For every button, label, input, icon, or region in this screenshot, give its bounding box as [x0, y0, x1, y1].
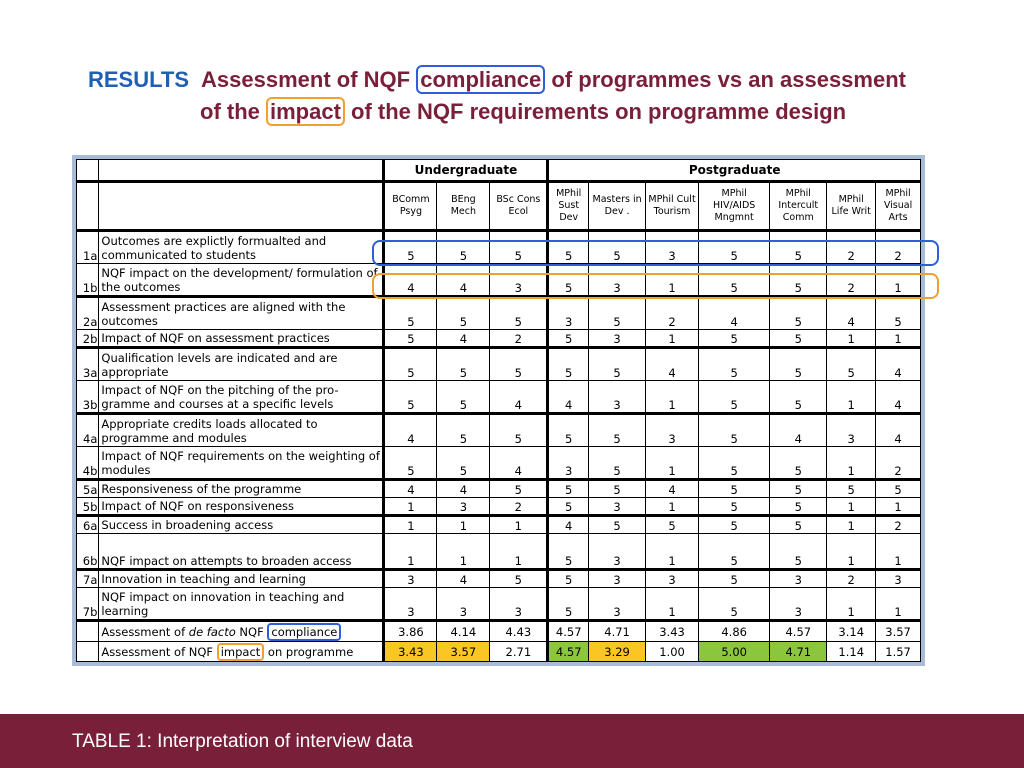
column-header-line: MPhil — [785, 188, 811, 199]
score-cell: 3 — [646, 231, 699, 264]
score-cell: 5 — [437, 381, 490, 414]
table-row — [77, 264, 921, 297]
score-cell: 1 — [876, 534, 921, 570]
column-header-line: BSc Cons — [496, 194, 541, 205]
score-cell: 4 — [490, 381, 548, 414]
results-table-container — [72, 155, 925, 666]
row-description: Qualification levels are indicated and are appropriate — [99, 348, 384, 381]
score-cell: 5 — [876, 297, 921, 330]
results-table-body — [77, 231, 921, 662]
score-cell: 5 — [699, 516, 770, 534]
score-cell: 5 — [490, 570, 548, 588]
score-cell: 4 — [384, 264, 437, 297]
score-cell: 3 — [770, 570, 827, 588]
score-cell: 5 — [770, 297, 827, 330]
column-header-line: MPhil — [556, 188, 582, 199]
score-cell: 3 — [589, 588, 646, 621]
score-cell: 3 — [646, 414, 699, 447]
row-description: Assessment practices are aligned with the outcomes — [99, 297, 384, 330]
score-cell: 2 — [490, 498, 548, 516]
score-cell: 4 — [548, 381, 589, 414]
score-cell: 1 — [384, 534, 437, 570]
column-header-5 — [646, 182, 699, 231]
score-cell: 5 — [490, 231, 548, 264]
score-cell: 4 — [699, 297, 770, 330]
score-cell: 3 — [384, 588, 437, 621]
score-cell: 5 — [437, 297, 490, 330]
row-id: 6a — [77, 516, 99, 534]
score-cell: 5 — [770, 480, 827, 498]
column-header-6 — [699, 182, 770, 231]
score-cell: 4 — [876, 381, 921, 414]
row-id: 2b — [77, 330, 99, 348]
score-cell: 5 — [770, 330, 827, 348]
column-header-1 — [437, 182, 490, 231]
column-header-line: BComm — [392, 194, 430, 205]
score-cell: 3 — [384, 570, 437, 588]
column-header-line: Tourism — [653, 206, 691, 217]
column-header-3 — [548, 182, 589, 231]
score-cell: 5 — [548, 264, 589, 297]
row-id: 5b — [77, 498, 99, 516]
score-cell: 3 — [589, 498, 646, 516]
column-header-line: Dev — [559, 212, 579, 223]
column-header-line: Comm — [782, 212, 814, 223]
score-cell: 4 — [876, 414, 921, 447]
table-caption: TABLE 1: Interpretation of interview data — [72, 731, 413, 752]
score-cell: 1 — [437, 534, 490, 570]
row-id-blank — [77, 642, 99, 662]
column-header-line: Mngmnt — [714, 212, 754, 223]
summary-score-cell: 3.14 — [827, 621, 876, 642]
row-id: 6b — [77, 534, 99, 570]
row-id-blank — [77, 621, 99, 642]
table-row — [77, 516, 921, 534]
summary-score-cell: 4.86 — [699, 621, 770, 642]
column-header-0 — [384, 182, 437, 231]
score-cell: 5 — [589, 297, 646, 330]
score-cell: 5 — [699, 447, 770, 480]
row-description: Outcomes are explictly formualted and communicated to students — [99, 231, 384, 264]
score-cell: 5 — [589, 480, 646, 498]
score-cell: 1 — [646, 381, 699, 414]
results-table — [76, 159, 921, 662]
title-line2-b: of the NQF requirements on programme design — [344, 99, 847, 124]
score-cell: 3 — [876, 570, 921, 588]
compliance-highlight: compliance — [267, 623, 341, 641]
column-header-line: Masters in — [592, 194, 642, 205]
score-cell: 5 — [876, 480, 921, 498]
score-cell: 5 — [548, 498, 589, 516]
title-line2-a: of the — [200, 99, 266, 124]
summary-score-cell: 5.00 — [699, 642, 770, 662]
score-cell: 3 — [548, 297, 589, 330]
score-cell: 3 — [589, 534, 646, 570]
compliance-summary-row-label — [99, 621, 384, 642]
score-cell: 2 — [827, 570, 876, 588]
column-header-2 — [490, 182, 548, 231]
score-cell: 5 — [548, 570, 589, 588]
row-id: 1a — [77, 231, 99, 264]
score-cell: 1 — [876, 498, 921, 516]
summary-score-cell: 1.57 — [876, 642, 921, 662]
score-cell: 5 — [770, 447, 827, 480]
score-cell: 1 — [827, 330, 876, 348]
score-cell: 5 — [770, 516, 827, 534]
header-id-blank — [77, 182, 99, 231]
score-cell: 5 — [699, 570, 770, 588]
score-cell: 3 — [490, 588, 548, 621]
score-cell: 2 — [490, 330, 548, 348]
title-line2 — [88, 96, 988, 128]
column-header-7 — [770, 182, 827, 231]
summary-score-cell: 4.43 — [490, 621, 548, 642]
row-description: NQF impact on attempts to broaden access — [99, 534, 384, 570]
column-header-row — [77, 182, 921, 231]
summary-score-cell: 4.57 — [548, 642, 589, 662]
score-cell: 5 — [589, 414, 646, 447]
row-id: 7b — [77, 588, 99, 621]
score-cell: 2 — [876, 231, 921, 264]
column-header-line: BEng — [451, 194, 476, 205]
score-cell: 2 — [827, 231, 876, 264]
row-id: 2a — [77, 297, 99, 330]
score-cell: 1 — [646, 588, 699, 621]
row-description: Appropriate credits loads allocated to programme and modules — [99, 414, 384, 447]
score-cell: 4 — [646, 480, 699, 498]
undergraduate-header: Undergraduate — [384, 160, 548, 182]
score-cell: 5 — [384, 330, 437, 348]
column-header-line: MPhil — [721, 188, 747, 199]
summary-score-cell: 3.29 — [589, 642, 646, 662]
score-cell: 4 — [770, 414, 827, 447]
score-cell: 5 — [490, 297, 548, 330]
column-header-line: Intercult — [778, 200, 819, 211]
score-cell: 5 — [490, 348, 548, 381]
score-cell: 5 — [384, 297, 437, 330]
score-cell: 1 — [876, 330, 921, 348]
score-cell: 5 — [770, 264, 827, 297]
score-cell: 1 — [490, 534, 548, 570]
results-label: RESULTS — [88, 67, 190, 92]
table-row — [77, 414, 921, 447]
score-cell: 5 — [699, 330, 770, 348]
row-id: 4a — [77, 414, 99, 447]
row-description: Impact of NQF on the pitching of the pro-gramme and courses at a specific levels — [99, 381, 384, 414]
table-row — [77, 231, 921, 264]
summary-score-cell: 3.57 — [876, 621, 921, 642]
score-cell: 4 — [437, 264, 490, 297]
impact-summary-row-label — [99, 642, 384, 662]
column-header-line: Visual — [883, 200, 913, 211]
row-description: NQF impact on innovation in teaching and learning — [99, 588, 384, 621]
score-cell: 5 — [437, 348, 490, 381]
score-cell: 5 — [384, 381, 437, 414]
summary-score-cell: 3.86 — [384, 621, 437, 642]
summary-score-cell: 4.71 — [589, 621, 646, 642]
label-part: Assessment of NQF — [101, 644, 217, 659]
table-row — [77, 381, 921, 414]
table-row — [77, 588, 921, 621]
score-cell: 5 — [699, 264, 770, 297]
score-cell: 5 — [589, 231, 646, 264]
row-id: 3a — [77, 348, 99, 381]
score-cell: 5 — [699, 480, 770, 498]
score-cell: 3 — [827, 414, 876, 447]
impact-summary-row — [77, 642, 921, 662]
score-cell: 3 — [770, 588, 827, 621]
score-cell: 2 — [876, 516, 921, 534]
label-part: on programme — [264, 644, 354, 659]
score-cell: 5 — [548, 231, 589, 264]
label-part: NQF — [235, 624, 268, 639]
score-cell: 1 — [646, 498, 699, 516]
score-cell: 5 — [699, 414, 770, 447]
score-cell: 3 — [589, 330, 646, 348]
score-cell: 5 — [548, 534, 589, 570]
column-header-8 — [827, 182, 876, 231]
score-cell: 5 — [437, 447, 490, 480]
score-cell: 5 — [548, 588, 589, 621]
score-cell: 1 — [437, 516, 490, 534]
score-cell: 5 — [699, 381, 770, 414]
score-cell: 2 — [876, 447, 921, 480]
summary-score-cell: 1.00 — [646, 642, 699, 662]
header-blank-desc — [99, 160, 384, 182]
title-compliance-highlight: compliance — [416, 65, 545, 94]
score-cell: 5 — [646, 516, 699, 534]
score-cell: 5 — [770, 231, 827, 264]
score-cell: 5 — [827, 480, 876, 498]
score-cell: 5 — [770, 534, 827, 570]
score-cell: 4 — [827, 297, 876, 330]
score-cell: 1 — [646, 330, 699, 348]
score-cell: 5 — [699, 498, 770, 516]
table-row — [77, 480, 921, 498]
score-cell: 5 — [699, 588, 770, 621]
row-description: Responsiveness of the programme — [99, 480, 384, 498]
score-cell: 5 — [699, 534, 770, 570]
score-cell: 1 — [876, 588, 921, 621]
row-id: 1b — [77, 264, 99, 297]
summary-score-cell: 3.43 — [646, 621, 699, 642]
column-header-line: Sust — [558, 200, 580, 211]
score-cell: 5 — [548, 480, 589, 498]
table-row — [77, 348, 921, 381]
score-cell: 5 — [548, 330, 589, 348]
score-cell: 5 — [770, 498, 827, 516]
score-cell: 5 — [770, 381, 827, 414]
column-header-line: Life Writ — [831, 206, 871, 217]
score-cell: 1 — [646, 534, 699, 570]
score-cell: 5 — [384, 348, 437, 381]
row-description: Innovation in teaching and learning — [99, 570, 384, 588]
score-cell: 4 — [646, 348, 699, 381]
score-cell: 4 — [876, 348, 921, 381]
score-cell: 5 — [548, 348, 589, 381]
score-cell: 4 — [437, 330, 490, 348]
row-id: 5a — [77, 480, 99, 498]
table-row — [77, 498, 921, 516]
score-cell: 3 — [589, 570, 646, 588]
impact-highlight: impact — [217, 643, 265, 661]
score-cell: 5 — [384, 447, 437, 480]
summary-score-cell: 4.71 — [770, 642, 827, 662]
score-cell: 1 — [827, 381, 876, 414]
score-cell: 5 — [384, 231, 437, 264]
column-header-4 — [589, 182, 646, 231]
label-em: de facto — [188, 624, 236, 639]
score-cell: 3 — [437, 498, 490, 516]
score-cell: 1 — [646, 447, 699, 480]
postgraduate-header: Postgraduate — [548, 160, 921, 182]
score-cell: 1 — [490, 516, 548, 534]
score-cell: 2 — [827, 264, 876, 297]
summary-score-cell: 2.71 — [490, 642, 548, 662]
score-cell: 5 — [437, 231, 490, 264]
score-cell: 4 — [384, 414, 437, 447]
score-cell: 3 — [646, 570, 699, 588]
slide-title — [88, 64, 988, 128]
row-id: 4b — [77, 447, 99, 480]
score-cell: 5 — [589, 348, 646, 381]
score-cell: 4 — [490, 447, 548, 480]
table-row — [77, 570, 921, 588]
row-description: Impact of NQF requirements on the weighting of modules — [99, 447, 384, 480]
column-header-line: Ecol — [508, 206, 529, 217]
summary-score-cell: 4.14 — [437, 621, 490, 642]
score-cell: 2 — [646, 297, 699, 330]
score-cell: 5 — [699, 348, 770, 381]
table-row — [77, 297, 921, 330]
title-impact-highlight: impact — [266, 97, 345, 126]
row-description: Success in broadening access — [99, 516, 384, 534]
score-cell: 1 — [384, 516, 437, 534]
score-cell: 4 — [548, 516, 589, 534]
score-cell: 3 — [490, 264, 548, 297]
score-cell: 3 — [437, 588, 490, 621]
header-blank — [77, 160, 99, 182]
column-header-line: Psyg — [399, 206, 422, 217]
score-cell: 5 — [490, 414, 548, 447]
score-cell: 5 — [827, 348, 876, 381]
score-cell: 1 — [827, 447, 876, 480]
table-row — [77, 534, 921, 570]
label-part: Assessment of — [101, 624, 189, 639]
score-cell: 5 — [548, 414, 589, 447]
score-cell: 4 — [437, 570, 490, 588]
compliance-summary-row — [77, 621, 921, 642]
row-id: 3b — [77, 381, 99, 414]
score-cell: 5 — [589, 516, 646, 534]
header-desc-blank — [99, 182, 384, 231]
score-cell: 1 — [827, 516, 876, 534]
footer-bar — [0, 714, 1024, 768]
score-cell: 5 — [490, 480, 548, 498]
row-description: Impact of NQF on responsiveness — [99, 498, 384, 516]
summary-score-cell: 3.57 — [437, 642, 490, 662]
title-line1-b: of programmes vs an assessment — [545, 67, 906, 92]
score-cell: 3 — [589, 264, 646, 297]
title-line1-a: Assessment of NQF — [201, 67, 417, 92]
row-id: 7a — [77, 570, 99, 588]
column-header-9 — [876, 182, 921, 231]
row-description: Impact of NQF on assessment practices — [99, 330, 384, 348]
summary-score-cell: 4.57 — [548, 621, 589, 642]
summary-score-cell: 1.14 — [827, 642, 876, 662]
score-cell: 1 — [827, 498, 876, 516]
score-cell: 5 — [770, 348, 827, 381]
summary-score-cell: 3.43 — [384, 642, 437, 662]
score-cell: 3 — [589, 381, 646, 414]
summary-score-cell: 4.57 — [770, 621, 827, 642]
score-cell: 5 — [699, 231, 770, 264]
score-cell: 4 — [384, 480, 437, 498]
column-header-line: Mech — [450, 206, 476, 217]
table-row — [77, 330, 921, 348]
column-header-line: MPhil — [838, 194, 864, 205]
column-header-line: MPhil — [885, 188, 911, 199]
column-header-line: HIV/AIDS — [713, 200, 756, 211]
score-cell: 4 — [437, 480, 490, 498]
score-cell: 1 — [827, 588, 876, 621]
group-header-row — [77, 160, 921, 182]
column-header-line: MPhil Cult — [648, 194, 696, 205]
row-description: NQF impact on the development/ formulation of the outcomes — [99, 264, 384, 297]
score-cell: 5 — [589, 447, 646, 480]
column-header-line: Dev . — [604, 206, 630, 217]
table-row — [77, 447, 921, 480]
score-cell: 1 — [384, 498, 437, 516]
score-cell: 3 — [548, 447, 589, 480]
score-cell: 1 — [827, 534, 876, 570]
score-cell: 1 — [646, 264, 699, 297]
score-cell: 5 — [437, 414, 490, 447]
column-header-line: Arts — [888, 212, 908, 223]
score-cell: 1 — [876, 264, 921, 297]
